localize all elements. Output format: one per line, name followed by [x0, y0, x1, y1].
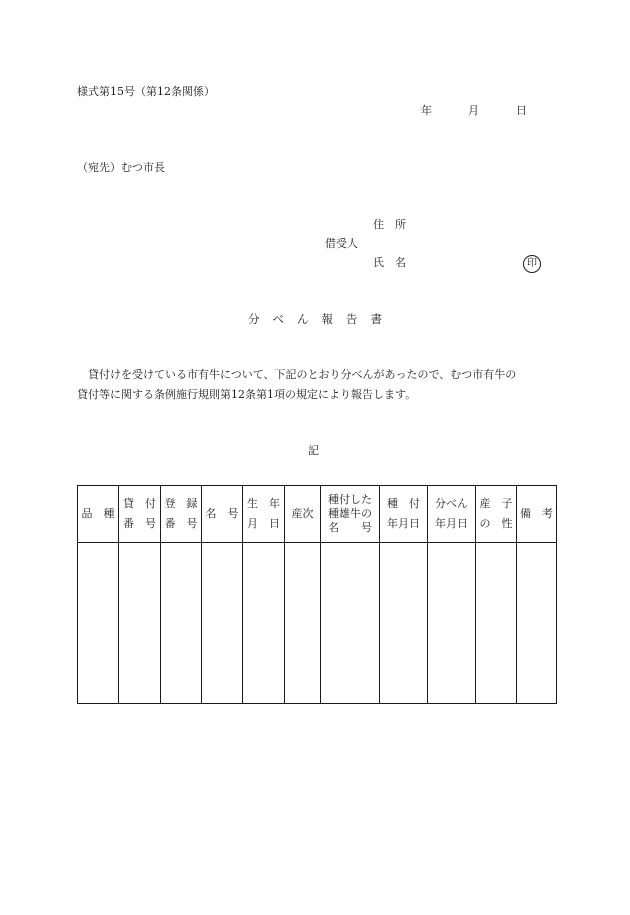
date-month-label: 月 — [468, 104, 479, 117]
name-label: 氏 名 — [373, 256, 406, 269]
address-label: 住 所 — [373, 218, 406, 231]
col-header-birth-date: 生 年 月 日 — [243, 486, 285, 543]
borrower-label: 借受人 — [325, 237, 358, 250]
title-char: べ — [272, 312, 284, 326]
body-paragraph — [77, 365, 555, 405]
table-row — [78, 543, 557, 704]
table-cell[interactable] — [428, 543, 476, 704]
note-mark: 記 — [308, 444, 319, 457]
body-line: 貸付けを受けている市有牛について、下記のとおり分べんがあったので、むつ市有牛の — [77, 368, 517, 381]
col-header-parity: 産次 — [285, 486, 321, 543]
seal-mark — [523, 255, 541, 273]
addressee: （宛先）むつ市長 — [77, 161, 165, 174]
document-title — [248, 314, 382, 326]
table-cell[interactable] — [476, 543, 517, 704]
col-header-calving-date: 分べん 年月日 — [428, 486, 476, 543]
seal-char: 印 — [527, 258, 537, 269]
title-char: 報 — [321, 312, 333, 326]
col-header-breeding-date: 種 付 年月日 — [380, 486, 428, 543]
title-char: ん — [297, 312, 309, 326]
table-cell[interactable] — [78, 543, 119, 704]
date-day-label: 日 — [516, 104, 527, 117]
col-header-registration-number: 登 録 番 号 — [161, 486, 202, 543]
date-year-label: 年 — [421, 104, 432, 117]
table-cell[interactable] — [517, 543, 557, 704]
table-cell[interactable] — [119, 543, 161, 704]
body-line: 貸付等に関する条例施行規則第12条第1項の規定により報告します。 — [77, 388, 417, 401]
form-number: 様式第15号（第12条関係） — [77, 85, 215, 98]
table-cell[interactable] — [161, 543, 202, 704]
col-header-sire-name: 種付した 種雄牛の 名 号 — [321, 486, 380, 543]
table-cell[interactable] — [285, 543, 321, 704]
table-cell[interactable] — [380, 543, 428, 704]
col-header-name: 名 号 — [202, 486, 243, 543]
title-char: 告 — [346, 312, 358, 326]
col-header-loan-number: 貸 付 番 号 — [119, 486, 161, 543]
col-header-calf-sex: 産 子 の 性 — [476, 486, 517, 543]
header-row — [78, 486, 557, 543]
title-char: 書 — [370, 312, 382, 326]
col-header-breed: 品 種 — [78, 486, 119, 543]
table-cell[interactable] — [321, 543, 380, 704]
title-char: 分 — [248, 312, 260, 326]
table-cell[interactable] — [202, 543, 243, 704]
report-table — [77, 485, 557, 704]
col-header-remarks: 備 考 — [517, 486, 557, 543]
table-cell[interactable] — [243, 543, 285, 704]
